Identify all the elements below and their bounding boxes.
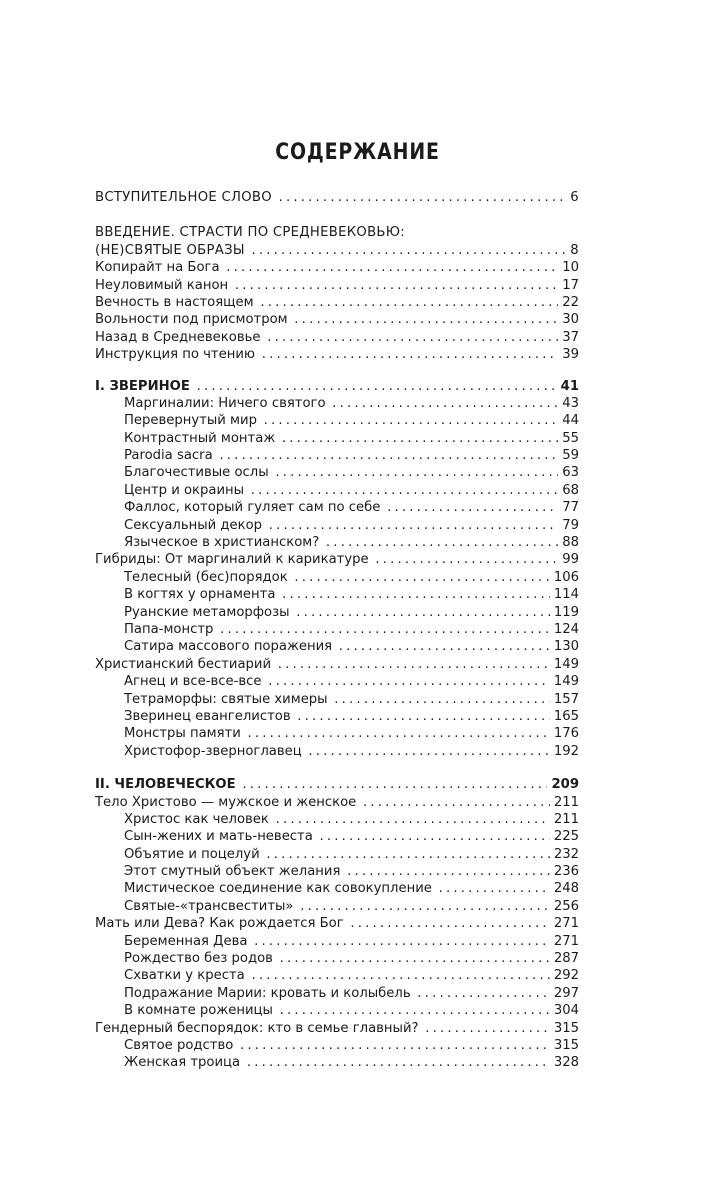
toc-entry	[95, 551, 579, 568]
toc-entry-title: Телесный (бес)порядок	[124, 570, 291, 585]
toc-entry	[95, 534, 579, 551]
toc-entry-preface-heading-line2	[95, 242, 579, 259]
toc-entry	[95, 311, 579, 328]
toc-entry	[95, 586, 579, 603]
toc-entry-page: 17	[558, 277, 579, 294]
toc-entry-title: ВВЕДЕНИЕ. СТРАСТИ ПО СРЕДНЕВЕКОВЬЮ:	[95, 225, 408, 240]
toc-entry-page: 77	[558, 499, 579, 516]
toc-entry-page: 119	[550, 604, 579, 621]
toc-entry-title: Этот смутный объект желания	[124, 864, 343, 879]
toc-entry-page: 287	[550, 950, 579, 967]
toc-entry-title: Копирайт на Бога	[95, 260, 223, 275]
toc-entry-title: Мистическое соединение как совокупление	[124, 881, 435, 896]
toc-entry	[95, 517, 579, 534]
toc-entry-title: Женская троица	[124, 1055, 243, 1070]
toc-entry	[95, 569, 579, 586]
toc-entry-page: 22	[558, 294, 579, 311]
toc-entry-title: Сексуальный декор	[124, 518, 265, 533]
toc-entry	[95, 880, 579, 897]
toc-entry-page: 79	[558, 517, 579, 534]
toc-entry-title: Фаллос, который гуляет сам по себе	[124, 500, 383, 515]
toc-entry	[95, 743, 579, 760]
toc-entry-title: ВСТУПИТЕЛЬНОЕ СЛОВО	[95, 190, 275, 205]
toc-entry	[95, 395, 579, 412]
toc-entry-page: 43	[558, 395, 579, 412]
toc-entry-page: 248	[550, 880, 579, 897]
toc-entry-title: В комнате роженицы	[124, 1003, 276, 1018]
toc-entry	[95, 1002, 579, 1019]
toc-entry	[95, 794, 579, 811]
toc-entry-page: 297	[550, 985, 579, 1002]
toc-entry-page: 315	[550, 1020, 579, 1037]
toc-entry	[95, 863, 579, 880]
toc-entry-title: Инструкция по чтению	[95, 347, 258, 362]
toc-entry-title: Сатира массового поражения	[124, 639, 335, 654]
toc-entry	[95, 691, 579, 708]
toc-entry-title: Христианский бестиарий	[95, 657, 274, 672]
toc-entry	[95, 725, 579, 742]
toc-entry-page: 10	[558, 259, 579, 276]
toc-entry	[95, 482, 579, 499]
toc-entry-page: 192	[550, 743, 579, 760]
toc-entry-page: 124	[550, 621, 579, 638]
toc-entry-title: Христос как человек	[124, 812, 272, 827]
toc-entry-page: 106	[550, 569, 579, 586]
toc-entry-title: Маргиналии: Ничего святого	[124, 396, 329, 411]
toc-entry	[95, 673, 579, 690]
toc-entry-title: Центр и окраины	[124, 483, 247, 498]
toc-part-heading-2	[95, 776, 579, 793]
part2-entries	[95, 794, 579, 1072]
toc-entry	[95, 811, 579, 828]
toc-entry-page: 88	[558, 534, 579, 551]
table-of-contents	[95, 189, 579, 1072]
toc-entry-title: Объятие и поцелуй	[124, 847, 263, 862]
toc-entry	[95, 499, 579, 516]
toc-entry	[95, 846, 579, 863]
toc-entry-title: Сын-жених и мать-невеста	[124, 829, 316, 844]
toc-part-heading-1	[95, 378, 579, 395]
toc-entry-title: Неуловимый канон	[95, 278, 231, 293]
toc-entry-title: Папа-монстр	[124, 622, 216, 637]
toc-entry-page: 225	[550, 828, 579, 845]
toc-entry	[95, 898, 579, 915]
toc-entry-page: 59	[558, 447, 579, 464]
toc-entry-title: Рождество без родов	[124, 951, 276, 966]
toc-entry-page: 256	[550, 898, 579, 915]
toc-entry	[95, 259, 579, 276]
toc-entry	[95, 621, 579, 638]
toc-entry	[95, 1037, 579, 1054]
toc-entry	[95, 967, 579, 984]
toc-entry	[95, 1020, 579, 1037]
preface-entries	[95, 259, 579, 363]
toc-entry-page: 232	[550, 846, 579, 863]
toc-entry-title: Языческое в христианском?	[124, 535, 322, 550]
toc-entry-title: Назад в Средневековье	[95, 330, 264, 345]
toc-entry-page: 39	[558, 346, 579, 363]
toc-entry-page: 149	[550, 673, 579, 690]
toc-entry	[95, 464, 579, 481]
toc-entry-title: В когтях у орнамента	[124, 587, 278, 602]
toc-entry-page: 328	[550, 1054, 579, 1071]
toc-entry-title: Святое родство	[124, 1038, 236, 1053]
toc-entry-page: 30	[558, 311, 579, 328]
toc-entry-title: Гендерный беспорядок: кто в семье главный?	[95, 1021, 422, 1036]
toc-entry-title: Благочестивые ослы	[124, 465, 272, 480]
toc-entry	[95, 294, 579, 311]
toc-entry-page: 37	[558, 329, 579, 346]
toc-entry-title: Контрастный монтаж	[124, 431, 278, 446]
toc-entry-title: Parodia sacra	[124, 448, 216, 463]
toc-entry-title: Зверинец евангелистов	[124, 709, 294, 724]
toc-entry-page: 271	[550, 915, 579, 932]
toc-entry-title: Монстры памяти	[124, 726, 244, 741]
toc-entry-page: 157	[550, 691, 579, 708]
toc-entry-page: 176	[550, 725, 579, 742]
toc-entry-title: Мать или Дева? Как рождается Бог	[95, 916, 347, 931]
toc-entry-page: 114	[550, 586, 579, 603]
toc-entry-page: 68	[558, 482, 579, 499]
toc-entry	[95, 985, 579, 1002]
toc-entry	[95, 638, 579, 655]
toc-entry-title: Христофор-зверноглавец	[124, 744, 305, 759]
toc-entry	[95, 604, 579, 621]
part1-entries	[95, 395, 579, 760]
toc-entry-page: 149	[550, 656, 579, 673]
toc-entry-page: 292	[550, 967, 579, 984]
toc-entry	[95, 950, 579, 967]
toc-entry-title: Агнец и все-все-все	[124, 674, 265, 689]
toc-entry-page: 130	[550, 638, 579, 655]
toc-entry-page: 99	[558, 551, 579, 568]
toc-entry-title: Вольности под присмотром	[95, 312, 291, 327]
page-title: СОДЕРЖАНИЕ	[275, 140, 440, 165]
toc-entry-title: Вечность в настоящем	[95, 295, 257, 310]
toc-entry	[95, 656, 579, 673]
toc-entry-page: 8	[566, 242, 579, 259]
toc-entry-page: 304	[550, 1002, 579, 1019]
toc-entry	[95, 933, 579, 950]
toc-entry-title: Беременная Дева	[124, 934, 250, 949]
toc-entry	[95, 412, 579, 429]
toc-entry-page: 211	[550, 811, 579, 828]
toc-entry-title: Тело Христово — мужское и женское	[95, 795, 359, 810]
toc-entry-page: 165	[550, 708, 579, 725]
toc-entry-title: Схватки у креста	[124, 968, 248, 983]
toc-entry-title: II. ЧЕЛОВЕЧЕСКОЕ	[95, 777, 239, 792]
toc-entry-page: 236	[550, 863, 579, 880]
toc-entry-title: Руанские метаморфозы	[124, 605, 293, 620]
toc-entry	[95, 915, 579, 932]
toc-entry-page: 55	[558, 430, 579, 447]
toc-entry-page: 271	[550, 933, 579, 950]
toc-entry	[95, 708, 579, 725]
toc-entry	[95, 346, 579, 363]
toc-entry	[95, 430, 579, 447]
toc-entry	[95, 828, 579, 845]
toc-entry-title: Тетраморфы: святые химеры	[124, 692, 331, 707]
toc-entry-page: 41	[557, 378, 579, 395]
toc-entry	[95, 1054, 579, 1071]
toc-entry-title: Перевернутый мир	[124, 413, 260, 428]
toc-entry-title: Подражание Марии: кровать и колыбель	[124, 986, 414, 1001]
toc-entry-title: (НЕ)СВЯТЫЕ ОБРАЗЫ	[95, 243, 248, 258]
toc-entry	[95, 447, 579, 464]
toc-entry-page: 63	[558, 464, 579, 481]
toc-entry-title: Святые-«трансвеститы»	[124, 899, 297, 914]
toc-entry-intro	[95, 189, 579, 206]
toc-entry	[95, 277, 579, 294]
toc-entry-page: 315	[550, 1037, 579, 1054]
toc-entry-title: Гибриды: От маргиналий к карикатуре	[95, 552, 372, 567]
toc-entry-page: 209	[547, 776, 579, 793]
toc-entry-title: I. ЗВЕРИНОЕ	[95, 379, 193, 394]
toc-entry-preface-heading-line1	[95, 224, 579, 241]
toc-entry-page: 211	[550, 794, 579, 811]
toc-entry-page: 6	[566, 189, 579, 206]
toc-entry	[95, 329, 579, 346]
toc-entry-page: 44	[558, 412, 579, 429]
